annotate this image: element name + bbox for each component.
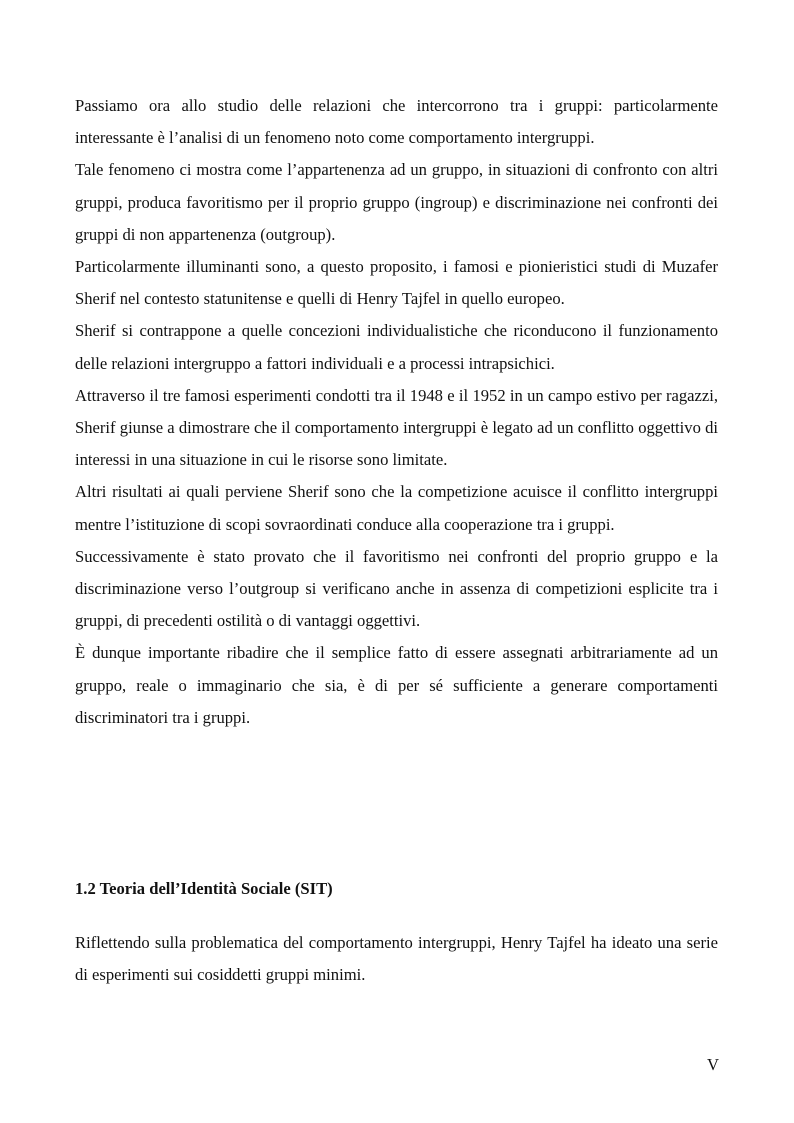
- paragraph-favoritism: Successivamente è stato provato che il favoritismo nei confronti del proprio gruppo e la discriminazione verso l’outgroup si verificano anche in assenza di competizioni esplicite tra i gruppi, di precedenti ostilità o di vantaggi oggettivi.: [75, 546, 718, 631]
- paragraph-intergroup-intro: Passiamo ora allo studio delle relazioni che intercorrono tra i gruppi: particolarmente interessante è l’analisi di un fenomeno noto come comportamento intergruppi.: [75, 96, 718, 148]
- paragraph-sherif-results: Altri risultati ai quali perviene Sherif sono che la competizione acuisce il conflitto intergruppi mentre l’istituzione di scopi sovraordinati conduce alla cooperazione tra i gruppi.: [75, 482, 718, 534]
- paragraph-ingroup-outgroup: Tale fenomeno ci mostra come l’appartenenza ad un gruppo, in situazioni di confronto con altri gruppi, produca favoritismo per il proprio gruppo (ingroup) e discriminazione nei confronti dei gruppi di non appartenenza (outgroup).: [75, 160, 718, 244]
- paragraph-arbitrary-assignment: È dunque importante ribadire che il semplice fatto di essere assegnati arbitrariamente ad un gruppo, reale o immaginario che sia, è di per sé sufficiente a generare comportamenti discriminatori tra i gruppi.: [75, 643, 718, 727]
- section-body: [75, 927, 718, 991]
- paragraph-minimal-groups: Riflettendo sulla problematica del comportamento intergruppi, Henry Tajfel ha ideato una serie di esperimenti sui cosiddetti gruppi minimi.: [75, 933, 718, 985]
- document-page: [75, 90, 718, 985]
- paragraph-sherif-concepts: Sherif si contrappone a quelle concezioni individualistiche che riconducono il funzionamento delle relazioni intergruppo a fattori individuali e a processi intrapsichici.: [75, 321, 718, 373]
- paragraph-sherif-experiments: Attraverso il tre famosi esperimenti condotti tra il 1948 e il 1952 in un campo estivo per ragazzi, Sherif giunse a dimostrare che il comportamento intergruppi è legato ad un conflitto oggettivo di interessi in una situazione in cui le risorse sono limitate.: [75, 385, 718, 470]
- page-number: V: [707, 1055, 719, 1074]
- paragraph-sherif-tajfel: Particolarmente illuminanti sono, a questo proposito, i famosi e pionieristici studi di Muzafer Sherif nel contesto statunitense e quelli di Henry Tajfel in quello europeo.: [75, 257, 718, 309]
- section-heading: 1.2 Teoria dell’Identità Sociale (SIT): [75, 879, 333, 898]
